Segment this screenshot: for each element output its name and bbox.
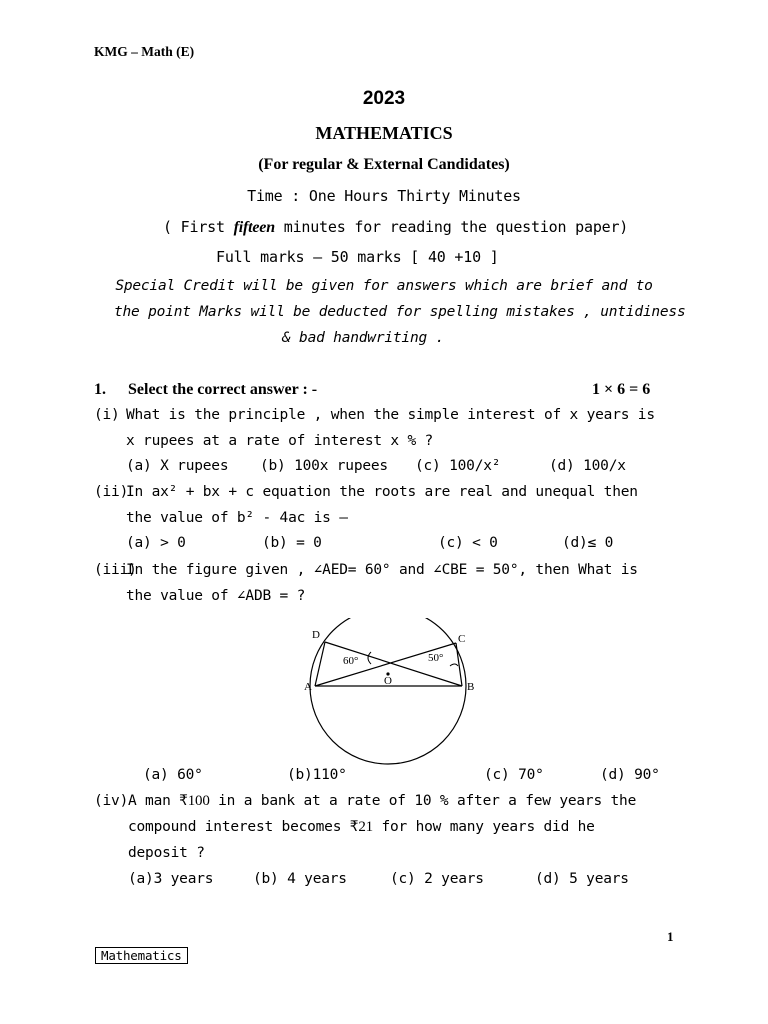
marks-line: Full marks – 50 marks [ 40 +10 ]: [216, 248, 499, 266]
question-text: [128, 793, 636, 810]
option-b: (b)110°: [287, 767, 347, 783]
label-b: B: [467, 681, 475, 693]
option-d: (d) 90°: [600, 767, 660, 783]
label-d: D: [312, 629, 320, 641]
label-a: A: [304, 681, 312, 693]
question-text: the value of ∠ADB = ?: [126, 588, 306, 604]
reading-line: [163, 218, 628, 237]
option-c: (c) < 0: [438, 535, 498, 551]
question-text-part: for how many years did he: [372, 819, 595, 835]
option-a: (a) > 0: [126, 535, 186, 551]
question-number: (iv): [94, 793, 129, 809]
option-a: (a) 60°: [143, 767, 203, 783]
page-number: 1: [667, 929, 674, 944]
footer-subject-box: Mathematics: [95, 947, 188, 964]
question-text-part: compound interest becomes ₹: [128, 819, 359, 835]
exam-subject: MATHEMATICS: [315, 123, 453, 143]
option-c: (c) 2 years: [390, 871, 484, 887]
angle-arc-60: [368, 652, 371, 664]
angle-arc-50: [450, 664, 458, 666]
question-text: What is the principle , when the simple interest of x years is: [126, 407, 655, 423]
amount-value: 100: [187, 793, 210, 809]
question-number: (iii): [94, 562, 137, 578]
reading-emphasis: fifteen: [233, 219, 275, 236]
option-c: (c) 70°: [484, 767, 544, 783]
question-text-part: in a bank at a rate of 10 % after a few years the: [209, 793, 637, 809]
option-b: (b) 100x rupees: [260, 458, 388, 474]
credit-line-3: & bad handwriting .: [282, 330, 445, 346]
credit-line-1: Special Credit will be given for answers which are brief and to: [115, 278, 653, 294]
section-heading: Select the correct answer : -: [128, 381, 318, 398]
question-text: [128, 819, 595, 836]
label-o: O: [384, 675, 392, 687]
question-text: x rupees at a rate of interest x % ?: [126, 433, 434, 449]
header-code: KMG – Math (E): [94, 44, 195, 59]
option-a: (a)3 years: [128, 871, 214, 887]
option-d: (d) 5 years: [535, 871, 629, 887]
question-text: In ax² + bx + c equation the roots are real and unequal then: [126, 484, 638, 500]
section-marks: 1 × 6 = 6: [592, 381, 651, 398]
angle-label-50: 50°: [428, 652, 444, 664]
option-c: (c) 100/x²: [415, 458, 501, 474]
option-b: (b) = 0: [262, 535, 322, 551]
section-number: 1.: [94, 381, 106, 398]
exam-year: 2023: [362, 88, 406, 109]
label-c: C: [458, 633, 466, 645]
credit-line-2: the point Marks will be deducted for spelling mistakes , untidiness: [114, 304, 686, 320]
question-number: (ii): [94, 484, 129, 500]
question-text-part: A man ₹: [128, 793, 188, 809]
reading-post: minutes for reading the question paper): [274, 218, 629, 236]
option-a: (a) X rupees: [126, 458, 229, 474]
circle-figure: [295, 618, 485, 770]
time-line: Time : One Hours Thirty Minutes: [247, 187, 521, 205]
angle-label-60: 60°: [343, 655, 359, 667]
circle-outline: [310, 618, 466, 764]
question-text: In the figure given , ∠AED= 60° and ∠CBE = 50°, then What is: [126, 562, 638, 578]
option-d: (d)≤ 0: [562, 535, 614, 551]
candidates-line: (For regular & External Candidates): [258, 156, 510, 173]
reading-pre: ( First: [163, 218, 234, 236]
option-b: (b) 4 years: [253, 871, 347, 887]
amount-value: 21: [358, 819, 373, 835]
question-text: the value of b² - 4ac is –: [126, 510, 348, 526]
option-d: (d) 100/x: [549, 458, 626, 474]
question-text: deposit ?: [128, 845, 205, 861]
question-number: (i): [94, 407, 120, 423]
